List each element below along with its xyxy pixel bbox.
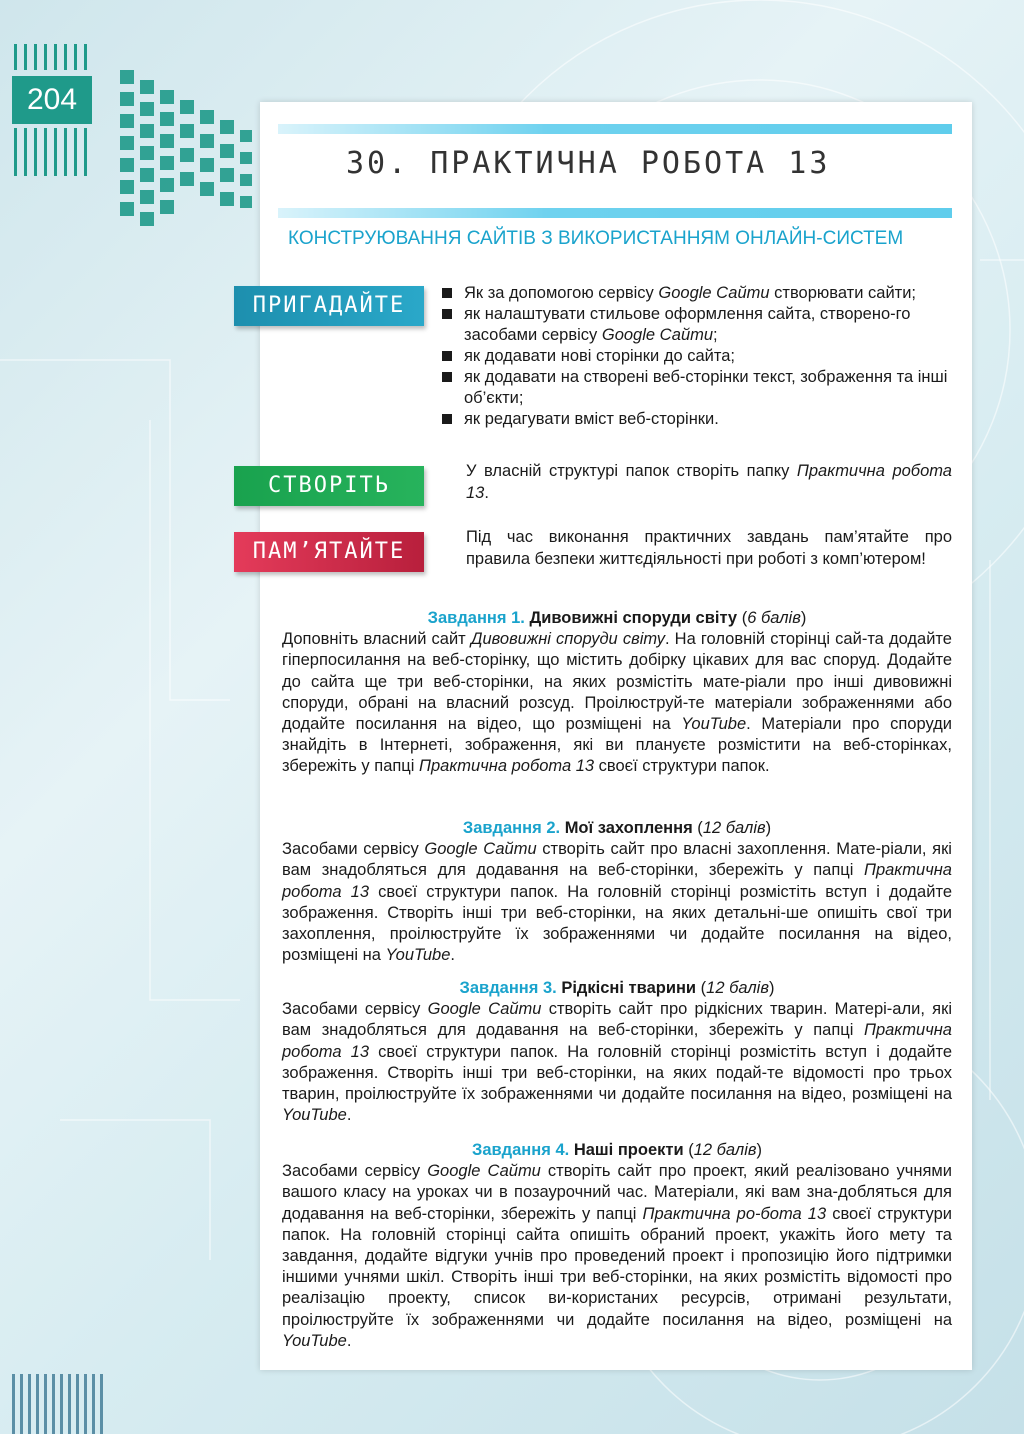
- task-points: 12 балів: [693, 1141, 757, 1159]
- task-block: [282, 818, 952, 966]
- title-band-bottom: [278, 208, 952, 218]
- task-heading: Завдання 3. Рідкісні тварини (12 балів): [459, 979, 775, 997]
- recall-item: Як за допомогою сервісу Google Сайти створювати сайти;: [442, 283, 954, 304]
- recall-item: як додавати на створені веб-сторінки текст, зображення та інші об’єкти;: [442, 367, 954, 409]
- task-body: Засобами сервісу Google Сайти створіть сайт про проект, який реалізовано учнями вашого класу на уроках чи в позаурочний час. Матеріали, які вам зна-добляться для додавання на веб-сторінки, збережіть у папці Практична ро-бота 13 своєї структури папок. На головній сторінці сайта опишіть обраний проект, укажіть його мету та завдання, додайте відгуки учнів про проведений проект і пропозицію його підтримки іншими учнями шкіл. Створіть інші три веб-сторінки, на яких розмістіть відомості про реалізацію проекту, список ви-користаних ресурсів, отримані результати, проілюструйте їх зображеннями чи додайте посилання на відео, розміщені на YouTube.: [282, 1162, 952, 1350]
- task-body: Засобами сервісу Google Сайти створіть сайт про власні захоплення. Мате-ріали, які вам знадобляться для додавання на веб-сторінки, збережіть у папці Практична робота 13 своєї структури папок. На головній сторінці розмістіть вступ і додайте зображення. Створіть інші три веб-сторінки, на яких детальні-ше опишіть свої три захоплення, проілюструйте їх зображеннями чи додайте посилання на відео, розміщені на YouTube.: [282, 840, 953, 965]
- task-points: 12 балів: [706, 979, 769, 997]
- tag-remember: ПРИГАДАЙТЕ: [234, 286, 424, 326]
- task-body: Доповніть власний сайт Дивовижні споруди світу. На головній сторінці сай-та додайте гіперпосилання на веб-сторінку, що містить добірку цікавих для вас споруд. Додайте до сайта ще три веб-сторінки, на яких розмістіть мате-ріали про інші дивовижні споруди, обрані на власний розсуд. Проілюструй-те матеріали зображеннями або додайте посилання на відео, що розміщені на YouTube. Матеріали про споруди знайдіть в Інтернеті, зображення, які ви плануєте розмістити на веб-сторінках, збережіть у папці Практична робота 13 своєї структури папок.: [282, 630, 952, 776]
- task-block: [282, 1140, 952, 1352]
- task-number: Завдання 1.: [427, 609, 525, 627]
- recall-item: як редагувати вміст веб-сторінки.: [442, 409, 954, 430]
- task-number: Завдання 4.: [472, 1141, 570, 1159]
- task-heading: Завдання 4. Наші проекти (12 балів): [472, 1141, 762, 1159]
- task-heading: Завдання 2. Мої захоплення (12 балів): [462, 819, 772, 837]
- chip-pins-footer: [12, 1374, 104, 1434]
- page-number: 204: [12, 76, 92, 124]
- task-block: [282, 978, 952, 1126]
- page-title: 30. ПРАКТИЧНА РОБОТА 13: [346, 146, 831, 181]
- task-name: Наші проекти: [573, 1141, 684, 1159]
- tag-memo: ПАМ’ЯТАЙТЕ: [234, 532, 424, 572]
- title-band-top: [278, 124, 952, 134]
- chip-pins-top: [12, 44, 92, 70]
- recall-item: як додавати нові сторінки до сайта;: [442, 346, 954, 367]
- page-subtitle: КОНСТРУЮВАННЯ САЙТІВ З ВИКОРИСТАННЯМ ОНЛАЙН-СИСТЕМ: [288, 228, 904, 249]
- task-heading: Завдання 1. Дивовижні споруди світу (6 балів): [427, 609, 807, 627]
- task-points: 6 балів: [747, 609, 801, 627]
- task-block: [282, 608, 952, 778]
- task-name: Рідкісні тварини: [561, 979, 697, 997]
- task-number: Завдання 2.: [462, 819, 561, 837]
- task-number: Завдання 3.: [459, 979, 557, 997]
- task-name: Мої захоплення: [564, 819, 693, 837]
- tag-create: СТВОРІТЬ: [234, 466, 424, 506]
- memo-note: Під час виконання практичних завдань пам’ятайте про правила безпеки життєдіяльності при роботі з комп’ютером!: [466, 528, 952, 568]
- task-body: Засобами сервісу Google Сайти створіть сайт про рідкісних тварин. Матері-али, які вам знадобляться для додавання на веб-сторінки, збережіть у папці Практична робота 13 своєї структури папок. На головній сторінці розмістіть вступ і додайте зображення. Створіть інші три веб-сторінки, на яких подай-те відомості про трьох тварин, проілюструйте їх зображеннями чи додайте посилання на відео, розміщені на YouTube.: [282, 1000, 953, 1125]
- create-note: У власній структурі папок створіть папку Практична робота 13.: [466, 462, 952, 502]
- chip-pins-bottom: [12, 128, 92, 176]
- recall-item: як налаштувати стильове оформлення сайта, створено-го засобами сервісу Google Сайти;: [442, 304, 954, 346]
- task-name: Дивовижні споруди світу: [529, 609, 738, 627]
- task-points: 12 балів: [702, 819, 766, 837]
- recall-list: [442, 283, 954, 430]
